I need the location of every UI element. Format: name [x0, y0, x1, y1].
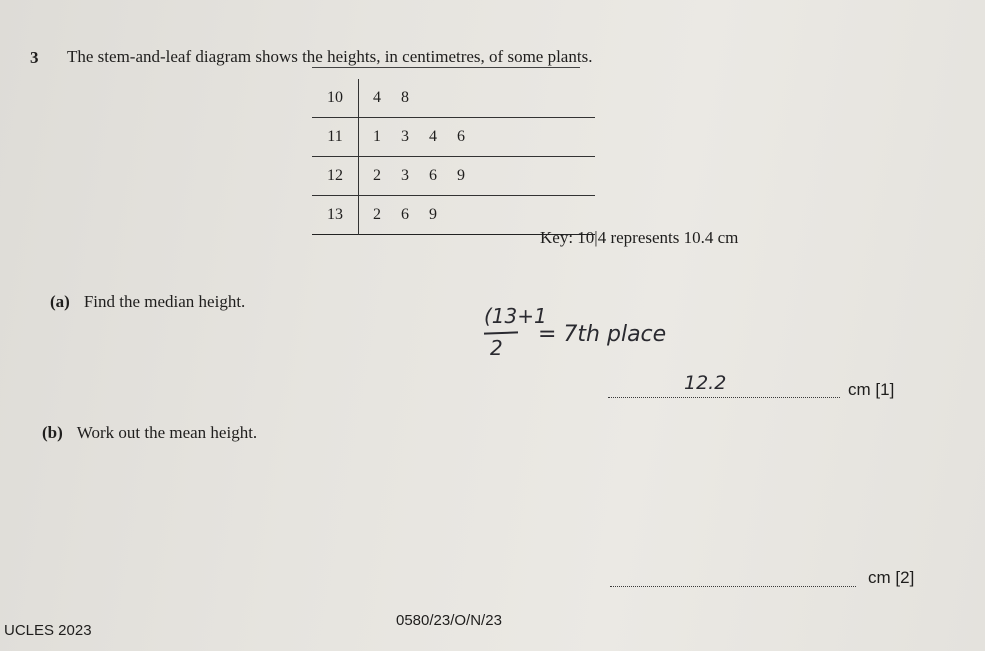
leaf-group: [359, 79, 596, 118]
leaf-group: [359, 118, 596, 157]
leaf-value: 1: [373, 128, 381, 145]
part-a-label: (a): [50, 292, 70, 311]
leaf-value: 4: [373, 89, 381, 106]
part-b-marks: [2]: [895, 568, 915, 587]
part-b-unit-marks: [868, 568, 914, 588]
handwritten-working: = 7th place: [538, 322, 667, 347]
question-number: 3: [30, 48, 39, 67]
part-b-answer-line[interactable]: [610, 586, 856, 587]
question-text: The stem-and-leaf diagram shows the heights, in centimetres, of some plants.: [67, 47, 593, 66]
part-a-text: Find the median height.: [83, 292, 246, 311]
table-top-rule: [312, 67, 580, 68]
stem-leaf-row: [312, 118, 595, 157]
leaf-value: 8: [401, 89, 409, 106]
leaf-value: 9: [429, 206, 437, 223]
handwritten-denominator: 2: [490, 336, 503, 360]
leaf-group: [359, 157, 596, 196]
part-b-label: (b): [42, 423, 63, 442]
handwritten-numerator: (13+1: [484, 304, 547, 328]
part-a-answer: 12.2: [684, 372, 727, 394]
part-a-prompt: [50, 292, 245, 312]
stem-leaf-table: [312, 79, 595, 235]
leaf-value: 2: [373, 206, 381, 223]
leaf-value: 4: [429, 128, 437, 145]
handwritten-fraction-bar: [484, 331, 518, 334]
stem-value: 12: [312, 157, 359, 196]
footer-paper-code: 0580/23/O/N/23: [396, 612, 502, 629]
part-b-prompt: [42, 423, 257, 443]
part-a-answer-line[interactable]: [608, 397, 840, 398]
part-a-unit-marks: [848, 380, 894, 400]
stem-leaf-row: [312, 79, 595, 118]
leaf-value: 9: [457, 167, 465, 184]
stem-leaf-row: [312, 157, 595, 196]
part-a-unit: cm: [848, 380, 871, 399]
stem-value: 11: [312, 118, 359, 157]
leaf-value: 3: [401, 128, 409, 145]
part-b-unit: cm: [868, 568, 891, 587]
stem-leaf-key: Key: 10|4 represents 10.4 cm: [540, 228, 739, 247]
leaf-value: 6: [429, 167, 437, 184]
leaf-value: 6: [457, 128, 465, 145]
stem-value: 10: [312, 79, 359, 118]
part-b-text: Work out the mean height.: [76, 423, 258, 442]
footer-copyright: UCLES 2023: [4, 622, 92, 639]
part-a-marks: [1]: [875, 380, 895, 399]
leaf-value: 3: [401, 167, 409, 184]
leaf-value: 2: [373, 167, 381, 184]
leaf-value: 6: [401, 206, 409, 223]
stem-value: 13: [312, 196, 359, 235]
